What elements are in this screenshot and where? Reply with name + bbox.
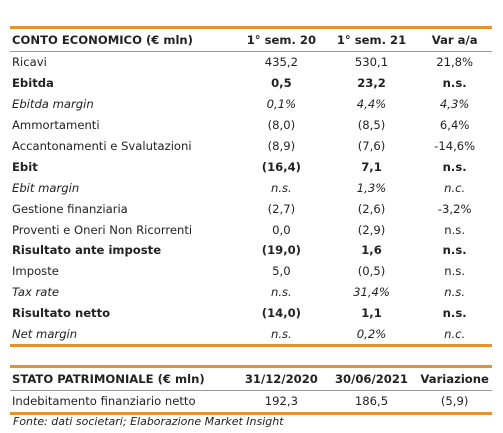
row-value-h1-21: 7,1 [361, 159, 382, 174]
row-value-h1-20: (2,7) [267, 201, 296, 216]
row-value-h1-20: 0,1% [266, 97, 297, 112]
row-value-h1-20: (16,4) [261, 159, 301, 174]
row-value-h1-21: 1,3% [356, 180, 387, 195]
table-row [10, 115, 492, 136]
header-date-1: 31/12/2020 [244, 372, 318, 386]
row-value-h1-21: 23,2 [357, 76, 386, 91]
row-value-var: n.c. [444, 180, 466, 195]
source-footnote: Fonte: dati societari; Elaborazione Market Insight [13, 415, 284, 428]
row-value-var: n.s. [442, 159, 467, 174]
row-value-var: n.c. [444, 327, 466, 342]
row-value-h1-21: 1,1 [361, 306, 382, 321]
table-row [10, 324, 492, 345]
income-statement-body [10, 52, 492, 344]
row-value-h1-20: (8,0) [267, 118, 296, 133]
row-value-var: n.s. [444, 285, 466, 300]
row-value-h1-21: (0,5) [357, 264, 386, 279]
row-value-var: 21,8% [436, 55, 474, 70]
header-date-2: 30/06/2021 [334, 372, 408, 386]
row-value-h1-20: (8,9) [267, 139, 296, 153]
row-value-var: n.s. [442, 243, 467, 258]
row-label: Ammortamenti [12, 118, 100, 133]
table-row [10, 52, 492, 73]
header-stato-patrimoniale: STATO PATRIMONIALE (€ mln) [12, 372, 205, 386]
row-value-h1-21: (2,6) [357, 201, 386, 216]
balance-sheet-header-row [10, 368, 492, 390]
header-h1-20: 1° sem. 20 [246, 33, 317, 47]
table-row [10, 282, 492, 303]
income-statement-header-row [10, 29, 492, 51]
row-label: Gestione finanziaria [12, 201, 128, 216]
table-row [10, 156, 492, 177]
header-h1-21: 1° sem. 21 [336, 33, 407, 47]
row-label: Net margin [12, 327, 78, 342]
table-row [10, 240, 492, 261]
row-value-h1-21: 0,2% [356, 327, 387, 342]
row-value-var: n.s. [444, 222, 466, 237]
table-row [10, 177, 492, 198]
row-value-var: -3,2% [437, 201, 472, 216]
row-value-d1: 192,3 [264, 394, 298, 409]
row-label: Ebit margin [12, 180, 80, 195]
table-row [10, 219, 492, 240]
row-value-var: 4,3% [439, 97, 470, 112]
row-value-d2: 186,5 [354, 394, 389, 409]
row-value-var: 6,4% [439, 118, 470, 133]
row-label: Proventi e Oneri Non Ricorrenti [12, 222, 193, 237]
row-label: Imposte [12, 264, 59, 279]
header-variazione: Variazione [420, 372, 489, 386]
row-value-h1-20: 0,0 [272, 222, 291, 237]
row-label: Indebitamento finanziario netto [12, 394, 196, 409]
row-value-var: n.s. [442, 306, 467, 321]
table-row [10, 94, 492, 115]
row-label: Risultato ante imposte [12, 243, 162, 258]
income-statement-table [10, 26, 492, 347]
row-value-h1-20: 435,2 [264, 55, 298, 70]
row-value-h1-21: (7,6) [357, 139, 386, 153]
row-value-var: n.s. [444, 264, 466, 279]
row-value-h1-21: (2,9) [357, 222, 386, 237]
row-value-h1-20: (19,0) [261, 243, 301, 258]
table-row [10, 391, 492, 412]
row-value-var: n.s. [442, 76, 467, 91]
row-value-h1-21: 31,4% [353, 285, 390, 300]
row-value-var: (5,9) [440, 394, 469, 409]
row-value-var: -14,6% [434, 139, 476, 153]
row-label: Ebitda margin [12, 97, 94, 112]
row-value-h1-21: 1,6 [361, 243, 382, 258]
table-row [10, 136, 492, 157]
table-row [10, 198, 492, 219]
row-label: Ebitda [12, 76, 54, 91]
row-label: Accantonamenti e Svalutazioni [12, 139, 192, 153]
row-label: Risultato netto [12, 306, 111, 321]
table-row [10, 303, 492, 324]
row-label: Ricavi [12, 55, 47, 70]
row-label: Ebit [12, 159, 38, 174]
row-value-h1-21: (8,5) [357, 118, 386, 133]
header-conto-economico: CONTO ECONOMICO (€ mln) [12, 33, 193, 47]
table-row [10, 73, 492, 94]
row-value-h1-20: 0,5 [271, 76, 292, 91]
row-value-h1-20: n.s. [270, 285, 292, 300]
table-bottom-rule [10, 344, 492, 347]
row-value-h1-21: 530,1 [354, 55, 389, 70]
row-label: Tax rate [12, 285, 60, 300]
table-row [10, 261, 492, 282]
balance-sheet-table [10, 365, 492, 415]
row-value-h1-20: (14,0) [261, 306, 301, 321]
row-value-h1-20: n.s. [270, 327, 292, 342]
row-value-h1-21: 4,4% [356, 97, 387, 112]
header-var: Var a/a [431, 33, 478, 47]
row-value-h1-20: 5,0 [272, 264, 291, 279]
row-value-h1-20: n.s. [270, 180, 292, 195]
